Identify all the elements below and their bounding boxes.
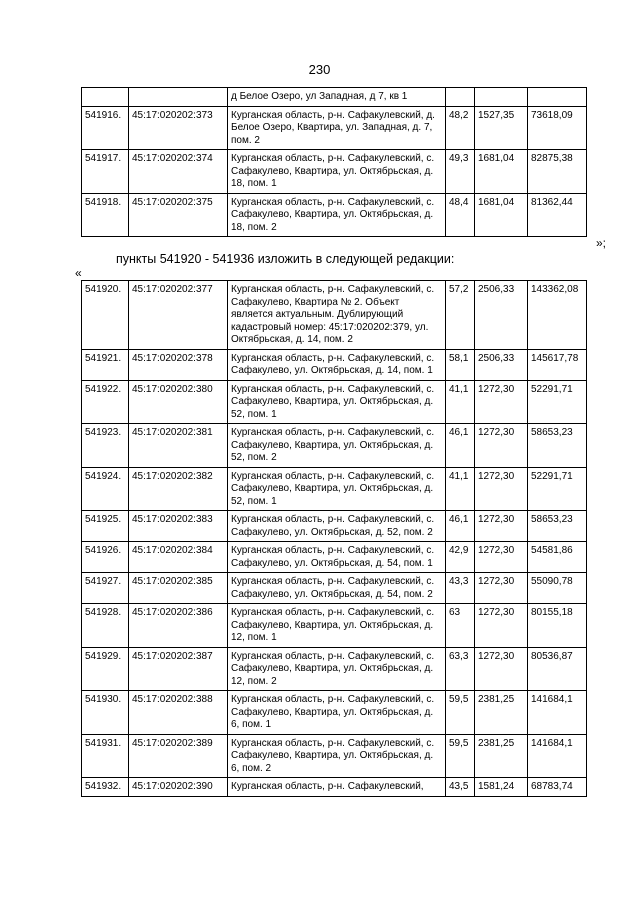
row-number-cell: 541916. xyxy=(82,106,129,150)
address-cell: д Белое Озеро, ул Западная, д 7, кв 1 xyxy=(228,88,446,107)
cadastral-value-cell: 58653,23 xyxy=(528,424,587,468)
address-cell: Курганская область, р-н. Сафакулевский, с. Сафакулево, ул. Октябрьская, д. 54, пом. 2 xyxy=(228,573,446,604)
row-number-cell: 541923. xyxy=(82,424,129,468)
rate-cell: 1272,30 xyxy=(475,511,528,542)
cadastral-value-cell: 68783,74 xyxy=(528,778,587,797)
area-cell: 57,2 xyxy=(446,281,475,350)
table-row xyxy=(82,193,587,237)
row-number-cell: 541924. xyxy=(82,467,129,511)
cadastral-number-cell: 45:17:020202:378 xyxy=(129,349,228,380)
cadastral-number-cell: 45:17:020202:383 xyxy=(129,511,228,542)
cadastral-number-cell: 45:17:020202:382 xyxy=(129,467,228,511)
rate-cell: 1681,04 xyxy=(475,193,528,237)
cadastral-number-cell: 45:17:020202:381 xyxy=(129,424,228,468)
cadastral-number-cell xyxy=(129,88,228,107)
area-cell: 43,3 xyxy=(446,573,475,604)
area-cell: 48,2 xyxy=(446,106,475,150)
cadastral-number-cell: 45:17:020202:388 xyxy=(129,691,228,735)
cadastral-number-cell: 45:17:020202:373 xyxy=(129,106,228,150)
row-number-cell: 541920. xyxy=(82,281,129,350)
table-row xyxy=(82,150,587,194)
cadastral-number-cell: 45:17:020202:375 xyxy=(129,193,228,237)
table-row xyxy=(82,573,587,604)
rate-cell: 2506,33 xyxy=(475,349,528,380)
area-cell: 46,1 xyxy=(446,424,475,468)
area-cell: 63 xyxy=(446,604,475,648)
row-number-cell: 541921. xyxy=(82,349,129,380)
area-cell xyxy=(446,88,475,107)
cadastral-value-cell: 80155,18 xyxy=(528,604,587,648)
cadastral-value-cell: 54581,86 xyxy=(528,542,587,573)
closing-quote: »; xyxy=(596,236,607,250)
rate-cell: 1681,04 xyxy=(475,150,528,194)
address-cell: Курганская область, р-н. Сафакулевский, с. Сафакулево, ул. Октябрьская, д. 52, пом. 2 xyxy=(228,511,446,542)
table-row xyxy=(82,281,587,350)
page-number: 230 xyxy=(308,62,331,77)
row-number-cell: 541926. xyxy=(82,542,129,573)
row-number-cell: 541929. xyxy=(82,647,129,691)
rate-cell: 1272,30 xyxy=(475,380,528,424)
registry-table-main xyxy=(81,280,587,797)
cadastral-number-cell: 45:17:020202:374 xyxy=(129,150,228,194)
rate-cell: 1527,35 xyxy=(475,106,528,150)
cadastral-value-cell: 141684,1 xyxy=(528,734,587,778)
address-cell: Курганская область, р-н. Сафакулевский, с. Сафакулево, Квартира, ул. Октябрьская, д. 6, пом. 2 xyxy=(228,734,446,778)
address-cell: Курганская область, р-н. Сафакулевский, с. Сафакулево, ул. Октябрьская, д. 14, пом. 1 xyxy=(228,349,446,380)
address-cell: Курганская область, р-н. Сафакулевский, xyxy=(228,778,446,797)
table-row xyxy=(82,380,587,424)
address-cell: Курганская область, р-н. Сафакулевский, с. Сафакулево, Квартира, ул. Октябрьская, д. 18, пом. 1 xyxy=(228,150,446,194)
rate-cell: 1272,30 xyxy=(475,467,528,511)
row-number-cell: 541931. xyxy=(82,734,129,778)
cadastral-number-cell: 45:17:020202:387 xyxy=(129,647,228,691)
area-cell: 63,3 xyxy=(446,647,475,691)
area-cell: 49,3 xyxy=(446,150,475,194)
address-cell: Курганская область, р-н. Сафакулевский, с. Сафакулево, Квартира, ул. Октябрьская, д. 18, пом. 2 xyxy=(228,193,446,237)
opening-quote: « xyxy=(75,266,82,280)
row-number-cell: 541917. xyxy=(82,150,129,194)
row-number-cell: 541932. xyxy=(82,778,129,797)
table-row xyxy=(82,106,587,150)
row-number-cell: 541922. xyxy=(82,380,129,424)
table-row xyxy=(82,88,587,107)
address-cell: Курганская область, р-н. Сафакулевский, с. Сафакулево, Квартира, ул. Октябрьская, д. 52, пом. 1 xyxy=(228,467,446,511)
address-cell: Курганская область, р-н. Сафакулевский, д. Белое Озеро, Квартира, ул. Западная, д. 7, пом. 2 xyxy=(228,106,446,150)
row-number-cell: 541927. xyxy=(82,573,129,604)
address-cell: Курганская область, р-н. Сафакулевский, с. Сафакулево, Квартира, ул. Октябрьская, д. 52, пом. 2 xyxy=(228,424,446,468)
row-number-cell: 541925. xyxy=(82,511,129,542)
cadastral-value-cell: 55090,78 xyxy=(528,573,587,604)
cadastral-number-cell: 45:17:020202:377 xyxy=(129,281,228,350)
cadastral-number-cell: 45:17:020202:385 xyxy=(129,573,228,604)
registry-table-top xyxy=(81,87,587,237)
cadastral-number-cell: 45:17:020202:380 xyxy=(129,380,228,424)
area-cell: 42,9 xyxy=(446,542,475,573)
table-row xyxy=(82,511,587,542)
cadastral-value-cell: 145617,78 xyxy=(528,349,587,380)
area-cell: 48,4 xyxy=(446,193,475,237)
cadastral-value-cell: 80536,87 xyxy=(528,647,587,691)
area-cell: 58,1 xyxy=(446,349,475,380)
address-cell: Курганская область, р-н. Сафакулевский, с. Сафакулево, Квартира, ул. Октябрьская, д. 6, пом. 1 xyxy=(228,691,446,735)
table-row xyxy=(82,691,587,735)
address-cell: Курганская область, р-н. Сафакулевский, с. Сафакулево, Квартира № 2. Объект является актуальным. Дублирующий кадастровый номер: 45:17:020202:379, ул. Октябрьская, д. 14, пом. 2 xyxy=(228,281,446,350)
cadastral-value-cell: 81362,44 xyxy=(528,193,587,237)
table-row xyxy=(82,349,587,380)
rate-cell: 2381,25 xyxy=(475,734,528,778)
cadastral-value-cell xyxy=(528,88,587,107)
rate-cell: 1272,30 xyxy=(475,647,528,691)
cadastral-number-cell: 45:17:020202:389 xyxy=(129,734,228,778)
cadastral-value-cell: 73618,09 xyxy=(528,106,587,150)
table-row xyxy=(82,778,587,797)
area-cell: 59,5 xyxy=(446,734,475,778)
area-cell: 46,1 xyxy=(446,511,475,542)
table-row xyxy=(82,542,587,573)
cadastral-value-cell: 52291,71 xyxy=(528,467,587,511)
row-number-cell: 541918. xyxy=(82,193,129,237)
table-row xyxy=(82,734,587,778)
table-row xyxy=(82,467,587,511)
cadastral-number-cell: 45:17:020202:384 xyxy=(129,542,228,573)
table-row xyxy=(82,647,587,691)
rate-cell: 2506,33 xyxy=(475,281,528,350)
row-number-cell: 541930. xyxy=(82,691,129,735)
cadastral-value-cell: 141684,1 xyxy=(528,691,587,735)
table-row xyxy=(82,604,587,648)
rate-cell: 2381,25 xyxy=(475,691,528,735)
cadastral-number-cell: 45:17:020202:390 xyxy=(129,778,228,797)
rate-cell: 1272,30 xyxy=(475,604,528,648)
cadastral-number-cell: 45:17:020202:386 xyxy=(129,604,228,648)
area-cell: 41,1 xyxy=(446,467,475,511)
cadastral-value-cell: 58653,23 xyxy=(528,511,587,542)
rate-cell xyxy=(475,88,528,107)
table-row xyxy=(82,424,587,468)
address-cell: Курганская область, р-н. Сафакулевский, с. Сафакулево, Квартира, ул. Октябрьская, д. 12, пом. 2 xyxy=(228,647,446,691)
cadastral-value-cell: 82875,38 xyxy=(528,150,587,194)
cadastral-value-cell: 52291,71 xyxy=(528,380,587,424)
area-cell: 59,5 xyxy=(446,691,475,735)
row-number-cell xyxy=(82,88,129,107)
rate-cell: 1272,30 xyxy=(475,424,528,468)
rate-cell: 1581,24 xyxy=(475,778,528,797)
address-cell: Курганская область, р-н. Сафакулевский, с. Сафакулево, ул. Октябрьская, д. 54, пом. 1 xyxy=(228,542,446,573)
amendment-instruction: пункты 541920 - 541936 изложить в следующей редакции: xyxy=(116,252,455,266)
row-number-cell: 541928. xyxy=(82,604,129,648)
rate-cell: 1272,30 xyxy=(475,573,528,604)
area-cell: 41,1 xyxy=(446,380,475,424)
area-cell: 43,5 xyxy=(446,778,475,797)
cadastral-value-cell: 143362,08 xyxy=(528,281,587,350)
address-cell: Курганская область, р-н. Сафакулевский, с. Сафакулево, Квартира, ул. Октябрьская, д. 12, пом. 1 xyxy=(228,604,446,648)
address-cell: Курганская область, р-н. Сафакулевский, с. Сафакулево, Квартира, ул. Октябрьская, д. 52, пом. 1 xyxy=(228,380,446,424)
rate-cell: 1272,30 xyxy=(475,542,528,573)
